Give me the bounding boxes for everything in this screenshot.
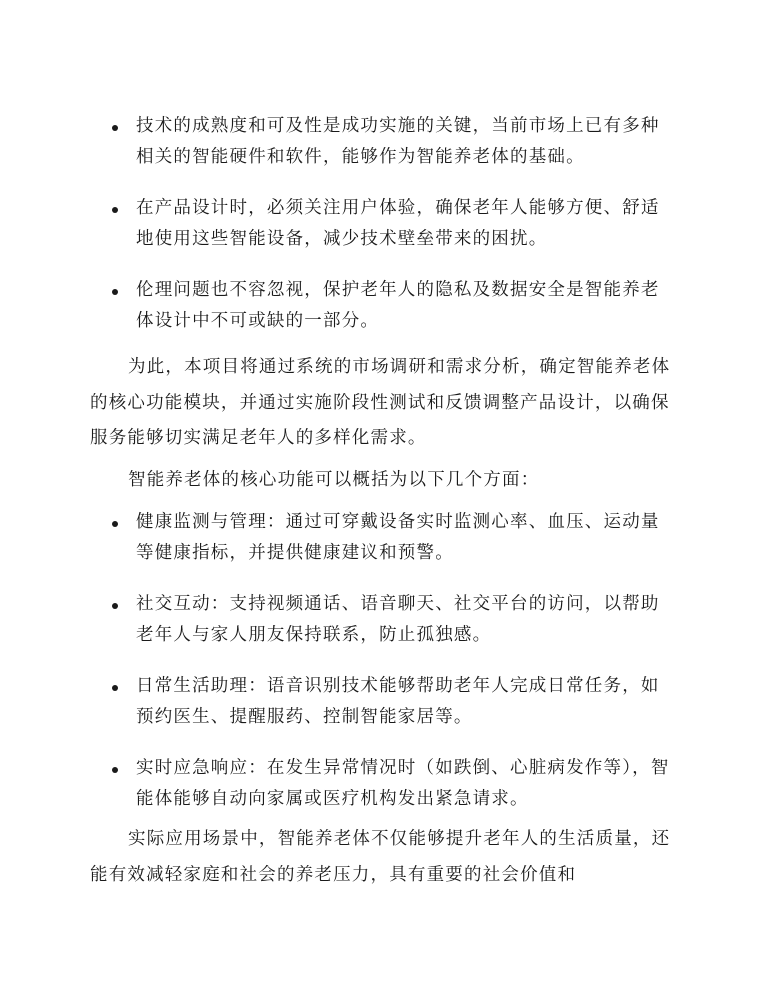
list-item — [0, 671, 765, 733]
list-item-text: 日常生活助理：语音识别技术能够帮助老年人完成日常任务，如预约医生、提醒服药、控制智能家居等。 — [136, 676, 660, 727]
paragraph-core-functions-intro: 智能养老体的核心功能可以概括为以下几个方面： — [128, 470, 540, 490]
list-item-text: 伦理问题也不容忽视，保护老年人的隐私及数据安全是智能养老体设计中不可或缺的一部分。 — [136, 280, 660, 331]
list-item — [0, 753, 765, 815]
paragraph-methodology: 为此，本项目将通过系统的市场调研和需求分析，确定智能养老体的核心功能模块，并通过实施阶段性测试和反馈调整产品设计，以确保服务能够切实满足老年人的多样化需求。 — [90, 357, 671, 448]
bullet-icon — [112, 603, 118, 609]
bullet-icon — [112, 289, 118, 295]
bullet-list-considerations — [0, 111, 765, 337]
list-item-text: 社交互动：支持视频通话、语音聊天、社交平台的访问，以帮助老年人与家人朋友保持联系，防止孤独感。 — [136, 594, 660, 645]
list-item — [0, 507, 765, 569]
list-item — [0, 193, 765, 255]
bullet-icon — [112, 207, 118, 213]
paragraph-application: 实际应用场景中，智能养老体不仅能够提升老年人的生活质量，还能有效减轻家庭和社会的养老压力，具有重要的社会价值和 — [90, 829, 671, 885]
list-item — [0, 275, 765, 337]
list-item-text: 在产品设计时，必须关注用户体验，确保老年人能够方便、舒适地使用这些智能设备，减少技术壁垒带来的困扰。 — [136, 198, 660, 249]
bullet-icon — [112, 685, 118, 691]
list-item-text: 健康监测与管理：通过可穿戴设备实时监测心率、血压、运动量等健康指标，并提供健康建议和预警。 — [136, 512, 660, 563]
list-item — [0, 111, 765, 173]
list-item-text: 实时应急响应：在发生异常情况时（如跌倒、心脏病发作等），智能体能够自动向家属或医疗机构发出紧急请求。 — [136, 758, 670, 809]
bullet-icon — [112, 125, 118, 131]
bullet-icon — [112, 521, 118, 527]
bullet-list-core-functions — [0, 507, 765, 815]
bullet-icon — [112, 767, 118, 773]
list-item-text: 技术的成熟度和可及性是成功实施的关键，当前市场上已有多种相关的智能硬件和软件，能够作为智能养老体的基础。 — [136, 116, 660, 167]
list-item — [0, 589, 765, 651]
